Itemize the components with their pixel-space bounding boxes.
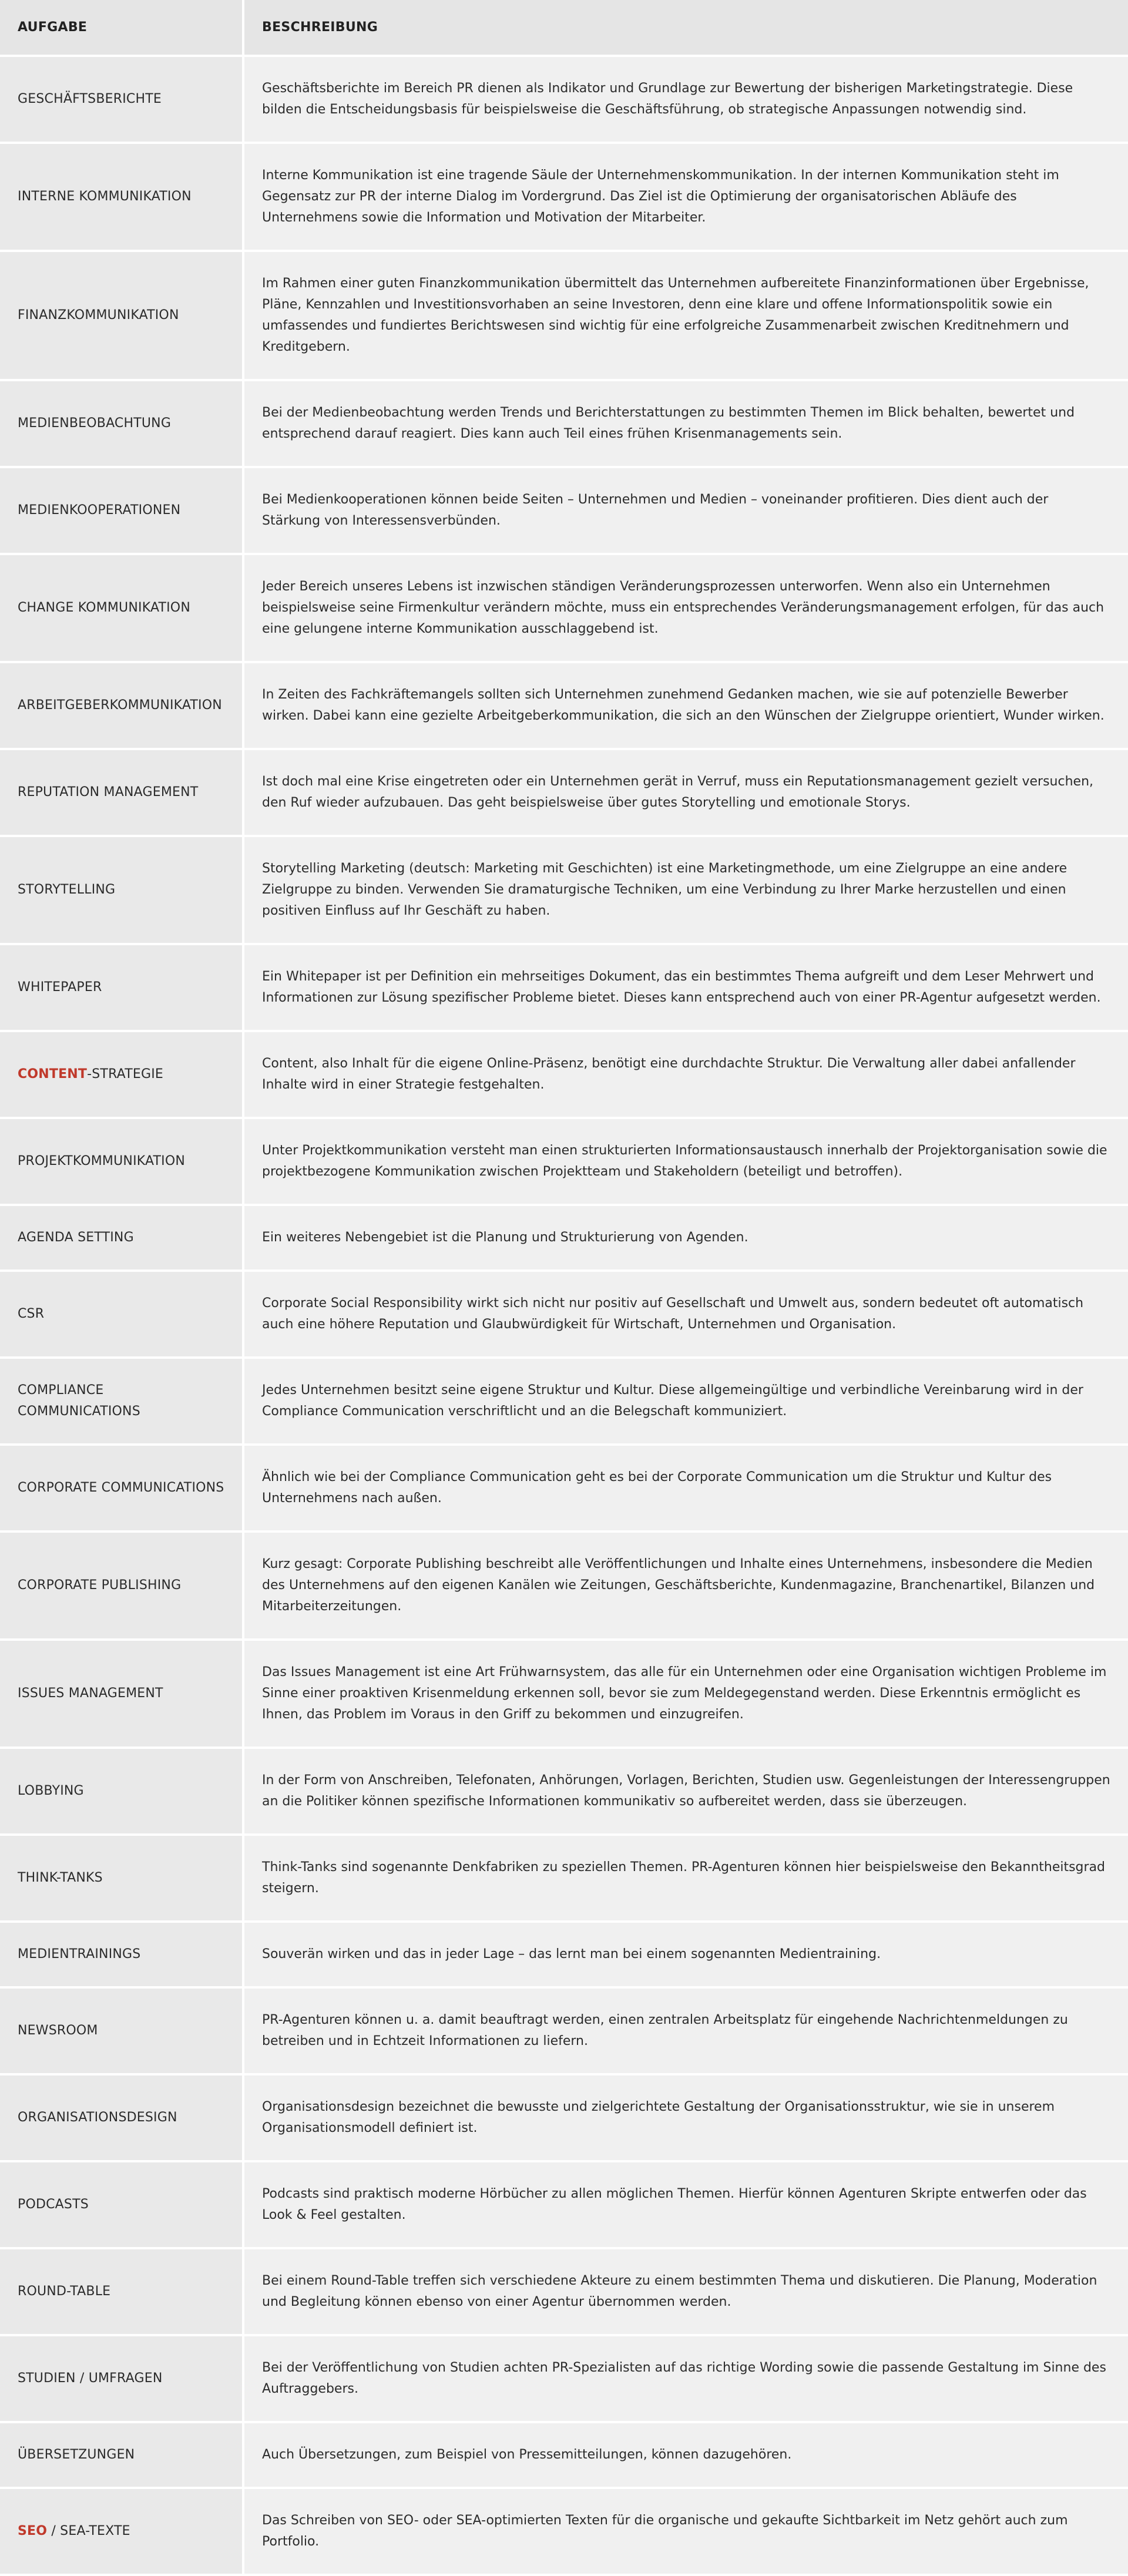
task-cell: PODCASTS — [0, 2162, 244, 2249]
task-cell: LOBBYING — [0, 1749, 244, 1836]
task-cell: MEDIENKOOPERATIONEN — [0, 468, 244, 555]
description-cell: Das Issues Management ist eine Art Frühwarnsystem, das alle für ein Unternehmen oder eine Organisation wichtigen Probleme im Sinne einer proaktiven Krisenmeldung erkennen soll, bevor sie zum Meldegegenstand werden. Diese Erkenntnis ermöglicht es Ihnen, das Problem im Voraus in den Griff zu bekommen und einzugreifen. — [244, 1641, 1128, 1749]
description-cell: PR-Agenturen können u. a. damit beauftragt werden, einen zentralen Arbeitsplatz für eingehende Nachrichtenmeldungen zu betreiben und in Echtzeit Informationen zu liefern. — [244, 1989, 1128, 2075]
task-cell: ARBEITGEBERKOMMUNIKATION — [0, 663, 244, 750]
column-header-task: AUFGABE — [0, 0, 244, 57]
description-cell: Ähnlich wie bei der Compliance Communication geht es bei der Corporate Communication um die Struktur und Kultur des Unternehmens nach außen. — [244, 1446, 1128, 1533]
task-accent-link[interactable]: CONTENT — [18, 1067, 88, 1082]
task-cell: INTERNE KOMMUNIKATION — [0, 144, 244, 252]
description-cell: Jedes Unternehmen besitzt seine eigene Struktur und Kultur. Diese allgemeingültige und verbindliche Vereinbarung wird in der Compliance Communication verschriftlicht und an die Belegschaft kommuniziert. — [244, 1359, 1128, 1446]
table-header-row — [0, 0, 1128, 57]
table-row — [0, 555, 1128, 663]
task-cell: MEDIENBEOBACHTUNG — [0, 381, 244, 468]
table-row — [0, 468, 1128, 555]
task-cell: STUDIEN / UMFRAGEN — [0, 2336, 244, 2423]
table-row — [0, 2162, 1128, 2249]
description-cell: Think-Tanks sind sogenannte Denkfabriken zu speziellen Themen. PR-Agenturen können hier beispielsweise den Bekanntheitsgrad steigern. — [244, 1836, 1128, 1923]
task-rest: -STRATEGIE — [87, 1067, 163, 1082]
table-row — [0, 1272, 1128, 1359]
task-cell: ROUND-TABLE — [0, 2249, 244, 2336]
description-cell: Im Rahmen einer guten Finanzkommunikation übermittelt das Unternehmen aufbereitete Finanzinformationen über Ergebnisse, Pläne, Kennzahlen und Investitionsvorhaben an seine Investoren, denn eine klare und offene Informationspolitik sowie ein umfassendes und fundiertes Berichtswesen sind wichtig für eine erfolgreiche Zusammenarbeit zwischen Kreditnehmern und Kreditgebern. — [244, 252, 1128, 381]
task-rest: / SEA-TEXTE — [47, 2524, 130, 2538]
table-row — [0, 1533, 1128, 1641]
table-row — [0, 1446, 1128, 1533]
task-cell: CSR — [0, 1272, 244, 1359]
table-row — [0, 381, 1128, 468]
table-row — [0, 1206, 1128, 1272]
description-cell: Auch Übersetzungen, zum Beispiel von Pressemitteilungen, können dazugehören. — [244, 2423, 1128, 2489]
table-row — [0, 2249, 1128, 2336]
task-cell — [0, 1032, 244, 1119]
description-cell: In Zeiten des Fachkräftemangels sollten sich Unternehmen zunehmend Gedanken machen, wie sie auf potenzielle Bewerber wirken. Dabei kann eine gezielte Arbeitgeberkommunikation, die sich an den Wünschen der Zielgruppe orientiert, Wunder wirken. — [244, 663, 1128, 750]
description-cell: Bei einem Round-Table treffen sich verschiedene Akteure zu einem bestimmten Thema und diskutieren. Die Planung, Moderation und Begleitung können ebenso von einer Agentur übernommen werden. — [244, 2249, 1128, 2336]
task-cell: ISSUES MANAGEMENT — [0, 1641, 244, 1749]
description-cell: Ein weiteres Nebengebiet ist die Planung und Strukturierung von Agenden. — [244, 1206, 1128, 1272]
task-cell: CORPORATE COMMUNICATIONS — [0, 1446, 244, 1533]
task-cell — [0, 2489, 244, 2576]
table-row — [0, 1836, 1128, 1923]
table-row — [0, 1032, 1128, 1119]
task-cell: STORYTELLING — [0, 837, 244, 945]
description-cell: Bei der Veröffentlichung von Studien achten PR-Spezialisten auf das richtige Wording sowie die passende Gestaltung im Sinne des Auftraggebers. — [244, 2336, 1128, 2423]
description-cell: Storytelling Marketing (deutsch: Marketing mit Geschichten) ist eine Marketingmethode, um eine Zielgruppe an eine andere Zielgruppe zu binden. Verwenden Sie dramaturgische Techniken, um eine Verbindung zu Ihrer Marke herzustellen und einen positiven Einfluss auf Ihr Geschäft zu haben. — [244, 837, 1128, 945]
table-row — [0, 144, 1128, 252]
table-row — [0, 837, 1128, 945]
task-cell: ÜBERSETZUNGEN — [0, 2423, 244, 2489]
table-row — [0, 1923, 1128, 1989]
description-cell: Ein Whitepaper ist per Definition ein mehrseitiges Dokument, das ein bestimmtes Thema aufgreift und dem Leser Mehrwert und Informationen zur Lösung spezifischer Probleme bietet. Dieses kann entsprechend auch von einer PR-Agentur aufgesetzt werden. — [244, 945, 1128, 1032]
table-row — [0, 2489, 1128, 2576]
description-cell: Kurz gesagt: Corporate Publishing beschreibt alle Veröffentlichungen und Inhalte eines Unternehmens, insbesondere die Medien des Unternehmens auf den eigenen Kanälen wie Zeitungen, Geschäftsberichte, Kundenmagazine, Branchenartikel, Bilanzen und Mitarbeiterzeitungen. — [244, 1533, 1128, 1641]
task-cell: CORPORATE PUBLISHING — [0, 1533, 244, 1641]
table-row — [0, 1641, 1128, 1749]
task-cell: NEWSROOM — [0, 1989, 244, 2075]
table-row — [0, 750, 1128, 837]
table-row — [0, 252, 1128, 381]
table-row — [0, 1749, 1128, 1836]
task-cell: COMPLIANCE COMMUNICATIONS — [0, 1359, 244, 1446]
table-row — [0, 2336, 1128, 2423]
table-row — [0, 1119, 1128, 1206]
table-row — [0, 2423, 1128, 2489]
table-row — [0, 663, 1128, 750]
task-cell: CHANGE KOMMUNIKATION — [0, 555, 244, 663]
task-cell: ORGANISATIONSDESIGN — [0, 2075, 244, 2162]
task-cell: AGENDA SETTING — [0, 1206, 244, 1272]
table-row — [0, 2075, 1128, 2162]
description-cell: Bei Medienkooperationen können beide Seiten – Unternehmen und Medien – voneinander profitieren. Dies dient auch der Stärkung von Interessensverbünden. — [244, 468, 1128, 555]
description-cell: Content, also Inhalt für die eigene Online-Präsenz, benötigt eine durchdachte Struktur. Die Verwaltung aller dabei anfallender Inhalte wird in einer Strategie festgehalten. — [244, 1032, 1128, 1119]
table-row — [0, 57, 1128, 144]
task-cell: THINK-TANKS — [0, 1836, 244, 1923]
table-row — [0, 945, 1128, 1032]
task-cell: WHITEPAPER — [0, 945, 244, 1032]
column-header-description: BESCHREIBUNG — [244, 0, 1128, 57]
task-accent-link[interactable]: SEO — [18, 2524, 48, 2538]
description-cell: Das Schreiben von SEO- oder SEA-optimierten Texten für die organische und gekaufte Sichtbarkeit im Netz gehört auch zum Portfolio. — [244, 2489, 1128, 2576]
task-cell: PROJEKTKOMMUNIKATION — [0, 1119, 244, 1206]
description-cell: Geschäftsberichte im Bereich PR dienen als Indikator und Grundlage zur Bewertung der bisherigen Marketingstrategie. Diese bilden die Entscheidungsbasis für beispielsweise die Geschäftsführung, ob strategische Anpassungen notwendig sind. — [244, 57, 1128, 144]
task-cell: GESCHÄFTSBERICHTE — [0, 57, 244, 144]
task-cell: MEDIENTRAININGS — [0, 1923, 244, 1989]
description-cell: Bei der Medienbeobachtung werden Trends und Berichterstattungen zu bestimmten Themen im Blick behalten, bewertet und entsprechend darauf reagiert. Dies kann auch Teil eines frühen Krisenmanagements sein. — [244, 381, 1128, 468]
description-cell: Unter Projektkommunikation versteht man einen strukturierten Informationsaustausch innerhalb der Projektorganisation sowie die projektbezogene Kommunikation zwischen Projektteam und Stakeholdern (beteiligt und betroffen). — [244, 1119, 1128, 1206]
description-cell: Organisationsdesign bezeichnet die bewusste und zielgerichtete Gestaltung der Organisationsstruktur, wie sie in unserem Organisationsmodell definiert ist. — [244, 2075, 1128, 2162]
description-cell: Souverän wirken und das in jeder Lage – das lernt man bei einem sogenannten Medientraining. — [244, 1923, 1128, 1989]
description-cell: Interne Kommunikation ist eine tragende Säule der Unternehmenskommunikation. In der internen Kommunikation steht im Gegensatz zur PR der interne Dialog im Vordergrund. Das Ziel ist die Optimierung der organisatorischen Abläufe des Unternehmens sowie die Information und Motivation der Mitarbeiter. — [244, 144, 1128, 252]
description-cell: In der Form von Anschreiben, Telefonaten, Anhörungen, Vorlagen, Berichten, Studien usw. Gegenleistungen der Interessengruppen an die Politiker können spezifische Informationen kommunikativ so aufbereitet werden, dass sie überzeugen. — [244, 1749, 1128, 1836]
description-cell: Podcasts sind praktisch moderne Hörbücher zu allen möglichen Themen. Hierfür können Agenturen Skripte entwerfen oder das Look & Feel gestalten. — [244, 2162, 1128, 2249]
description-cell: Jeder Bereich unseres Lebens ist inzwischen ständigen Veränderungsprozessen unterworfen. Wenn also ein Unternehmen beispielsweise seine Firmenkultur verändern möchte, muss ein entsprechendes Veränderungsmanagement erfolgen, für das auch eine gelungene interne Kommunikation ausschlaggebend ist. — [244, 555, 1128, 663]
task-cell: FINANZKOMMUNIKATION — [0, 252, 244, 381]
task-cell: REPUTATION MANAGEMENT — [0, 750, 244, 837]
table-row — [0, 1359, 1128, 1446]
description-cell: Ist doch mal eine Krise eingetreten oder ein Unternehmen gerät in Verruf, muss ein Reputationsmanagement gezielt versuchen, den Ruf wieder aufzubauen. Das geht beispielsweise über gutes Storytelling und emotionale Storys. — [244, 750, 1128, 837]
description-cell: Corporate Social Responsibility wirkt sich nicht nur positiv auf Gesellschaft und Umwelt aus, sondern bedeutet oft automatisch auch eine höhere Reputation und Glaubwürdigkeit für Wirtschaft, Unternehmen und Organisation. — [244, 1272, 1128, 1359]
table-row — [0, 1989, 1128, 2075]
